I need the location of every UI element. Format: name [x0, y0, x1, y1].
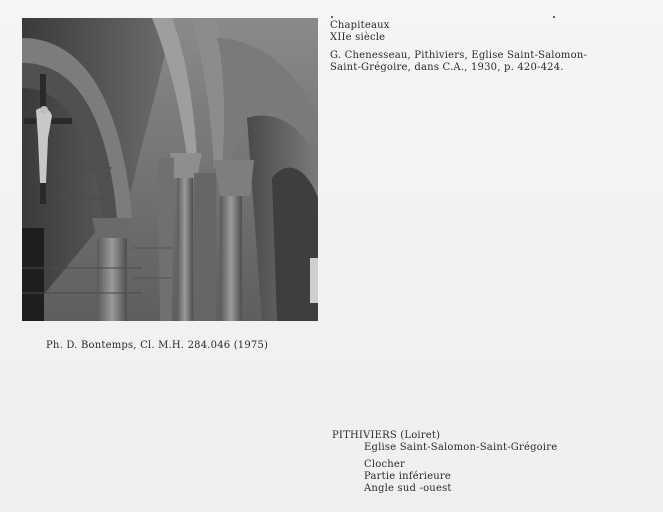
- century-line: XIIe siècle: [330, 32, 386, 43]
- ink-speck: [331, 16, 333, 18]
- location-subpart: Partie inférieure: [364, 471, 452, 482]
- location-detail: Angle sud -ouest: [364, 483, 452, 494]
- subject-line: Chapiteaux: [330, 20, 390, 31]
- bibliography-line-2: Saint-Grégoire, dans C.A., 1930, p. 420-424.: [330, 62, 564, 73]
- location-commune: PITHIVIERS (Loiret): [332, 430, 441, 441]
- bibliography-line-1: G. Chenesseau, Pithiviers, Eglise Saint-Salomon-: [330, 50, 588, 61]
- church-interior-photo: [22, 18, 318, 321]
- location-part: Clocher: [364, 459, 406, 470]
- location-building: Eglise Saint-Salomon-Saint-Grégoire: [364, 442, 558, 453]
- photo-credit: Ph. D. Bontemps, Cl. M.H. 284.046 (1975): [46, 340, 269, 351]
- ink-speck: [553, 16, 555, 18]
